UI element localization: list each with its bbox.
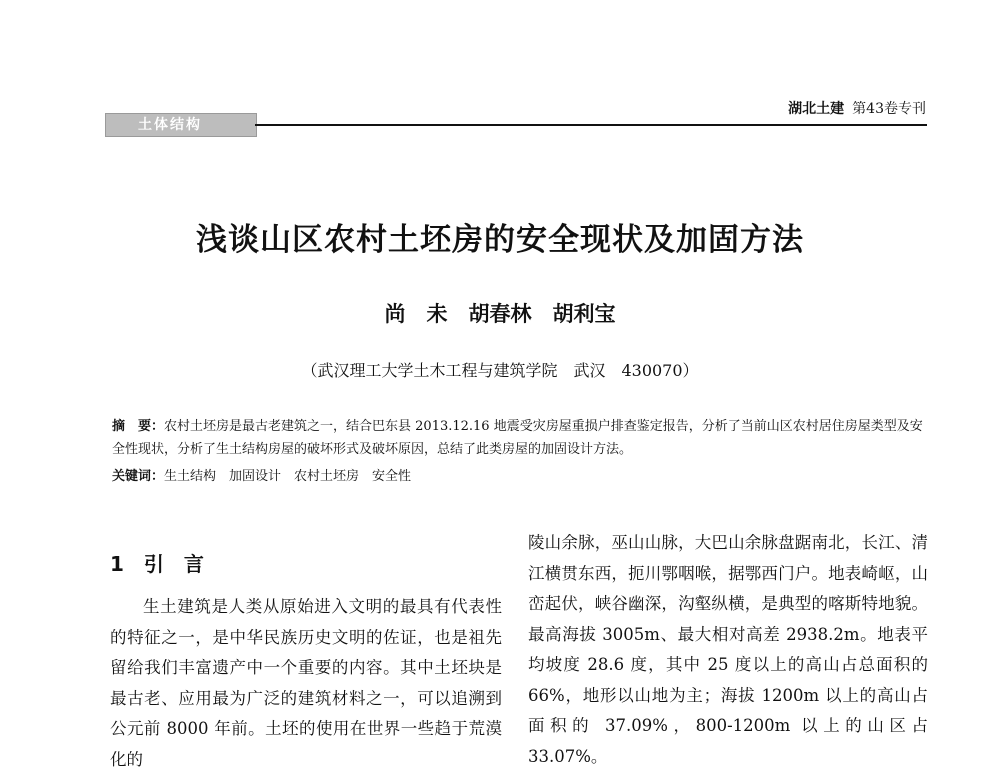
keywords-text: 生土结构 加固设计 农村土坯房 安全性 [164,469,412,484]
abstract-label: 摘 要： [112,419,165,434]
abstract [112,415,930,461]
paper-affiliation: （武汉理工大学土木工程与建筑学院 武汉 430070） [301,361,699,380]
paper-title: 浅谈山区农村土坯房的安全现状及加固方法 [196,222,804,258]
keywords-label: 关键词： [112,469,165,484]
paper-authors: 尚 未 胡春林 胡利宝 [384,301,616,326]
journal-issue: 第43卷专刊 [852,101,926,117]
journal-name: 湖北土建 [788,101,845,117]
section-badge [105,113,257,137]
right-column-text: 陵山余脉，巫山山脉，大巴山余脉盘踞南北，长江、清江横贯东西，扼川鄂咽喉，据鄂西门户。地表崎岖，山峦起伏，峡谷幽深，沟壑纵横，是典型的喀斯特地貌。最高海拔 3005m、最大相对高差 2938.2m。地表平均坡度 28.6 度，其中 25 度以上的高山占总面积的 66%，地形以山地为主；海拔 1200m 以上的高山占面积的 37.09%，800-1200m 以上的山区占 33.07%。 [528,533,928,766]
abstract-text: 农村土坯房是最古老建筑之一，结合巴东县 2013.12.16 地震受灾房屋重损户排查鉴定报告，分析了当前山区农村居住房屋类型及安全性现状，分析了生土结构房屋的破坏形式及破坏原因，总结了此类房屋的加固设计方法。 [112,419,923,457]
keywords [112,465,930,484]
section-badge-label: 土体结构 [138,117,202,133]
header-rule [255,124,927,126]
section-heading: 1 引 言 [110,552,204,576]
journal-header [788,98,926,118]
left-column-text: 生土建筑是人类从原始进入文明的最具有代表性的特征之一，是中华民族历史文明的佐证，也是祖先留给我们丰富遗产中一个重要的内容。其中土坯块是最古老、应用最为广泛的建筑材料之一，可以追溯到公元前 8000 年前。土坯的使用在世界一些趋于荒漠化的 [110,597,502,769]
